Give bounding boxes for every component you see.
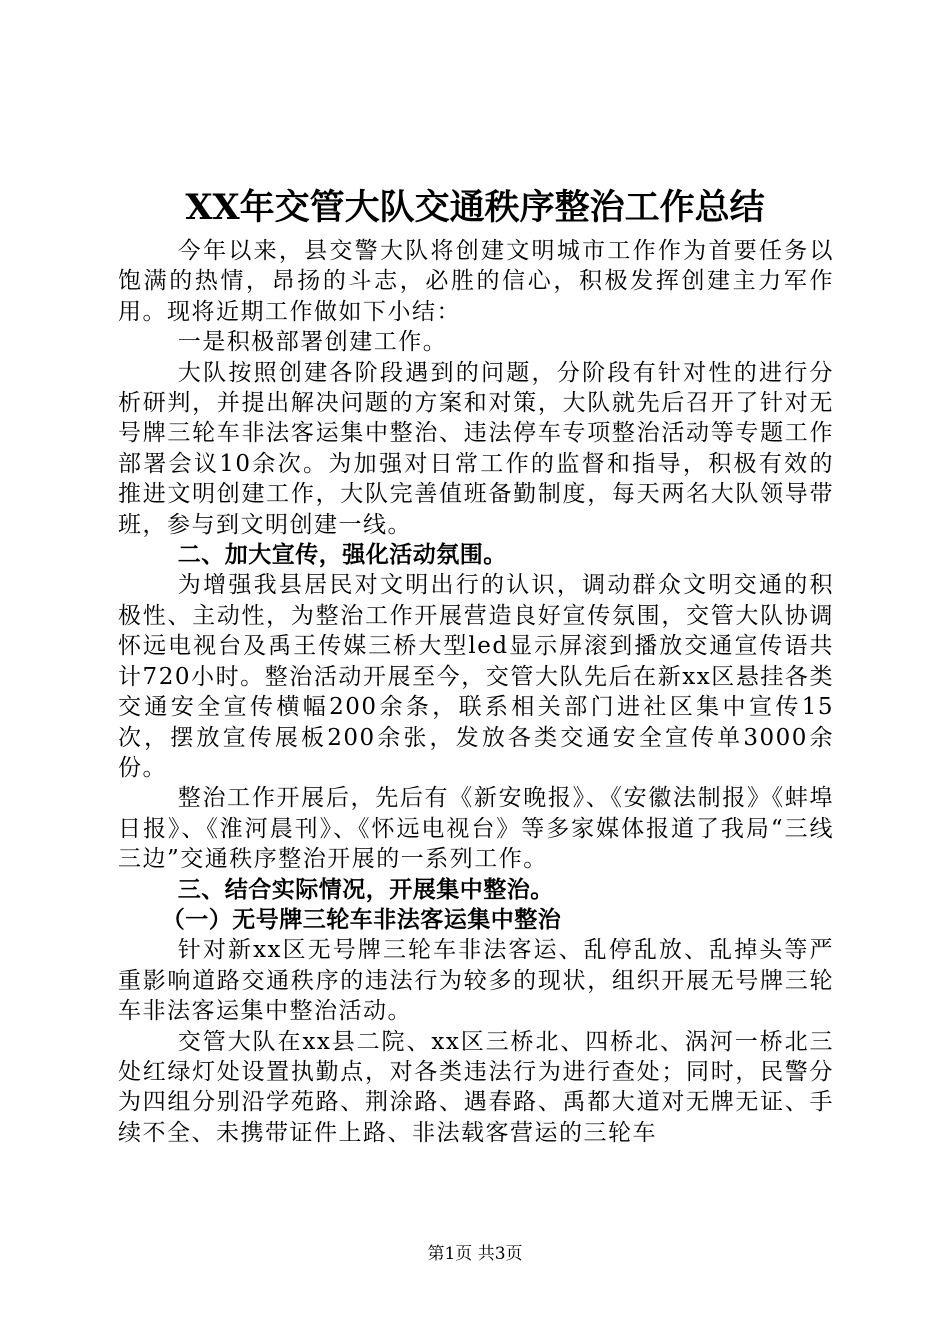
section-heading-three: 三、结合实际情况，开展集中整治。 [177, 876, 554, 903]
subsection-heading-one: （一）无号牌三轮车非法客运集中整治 [161, 906, 562, 933]
paragraph-point-one: 一是积极部署创建工作。 [177, 329, 448, 356]
paragraph-tricycle: 针对新xx区无号牌三轮车非法客运、乱停乱放、乱掉头等严重影响道路交通秩序的违法行为较多的现状，组织开展无号牌三轮车非法客运集中整治活动。 [118, 937, 834, 1025]
paragraph-checkpoints: 交管大队在xx县二院、xx区三桥北、四桥北、涡河一桥北三处红绿灯处设置执勤点，对各类违法行为进行查处；同时，民警分为四组分别沿学苑路、荆涂路、遇春路、禹都大道对无牌无证、手续不全、未携带证件上路、非法载客营运的三轮车 [118, 1028, 834, 1146]
page-footer: 第1页 共3页 [427, 1244, 523, 1264]
paragraph-publicity: 为增强我县居民对文明出行的认识，调动群众文明交通的积极性、主动性，为整治工作开展营造良好宣传氛围，交管大队协调怀远电视台及禹王传媒三桥大型led显示屏滚到播放交通宣传语共计720小时。整治活动开展至今，交管大队先后在新xx区悬挂各类交通安全宣传横幅200余条，联系相关部门进社区集中宣传15次，摆放宣传展板200余张，发放各类交通安全宣传单3000余份。 [118, 572, 834, 781]
document-body [118, 236, 834, 1148]
section-heading-two: 二、加大宣传，强化活动氛围。 [177, 542, 507, 569]
paragraph-media: 整治工作开展后，先后有《新安晚报》、《安徽法制报》《蚌埠日报》、《淮河晨刊》、《怀远电视台》等多家媒体报道了我局“三线三边”交通秩序整治开展的一系列工作。 [118, 785, 834, 873]
document-title: XX年交管大队交通秩序整治工作总结 [185, 187, 765, 228]
paragraph-intro: 今年以来，县交警大队将创建文明城市工作作为首要任务以饱满的热情，昂扬的斗志，必胜的信心，积极发挥创建主力军作用。现将近期工作做如下小结： [118, 238, 834, 325]
paragraph-deployment: 大队按照创建各阶段遇到的问题，分阶段有针对性的进行分析研判，并提出解决问题的方案和对策，大队就先后召开了针对无号牌三轮车非法客运集中整治、违法停车专项整治活动等专题工作部署会议10余次。为加强对日常工作的监督和指导，积极有效的推进文明创建工作，大队完善值班备勤制度，每天两名大队领导带班，参与到文明创建一线。 [118, 359, 834, 538]
